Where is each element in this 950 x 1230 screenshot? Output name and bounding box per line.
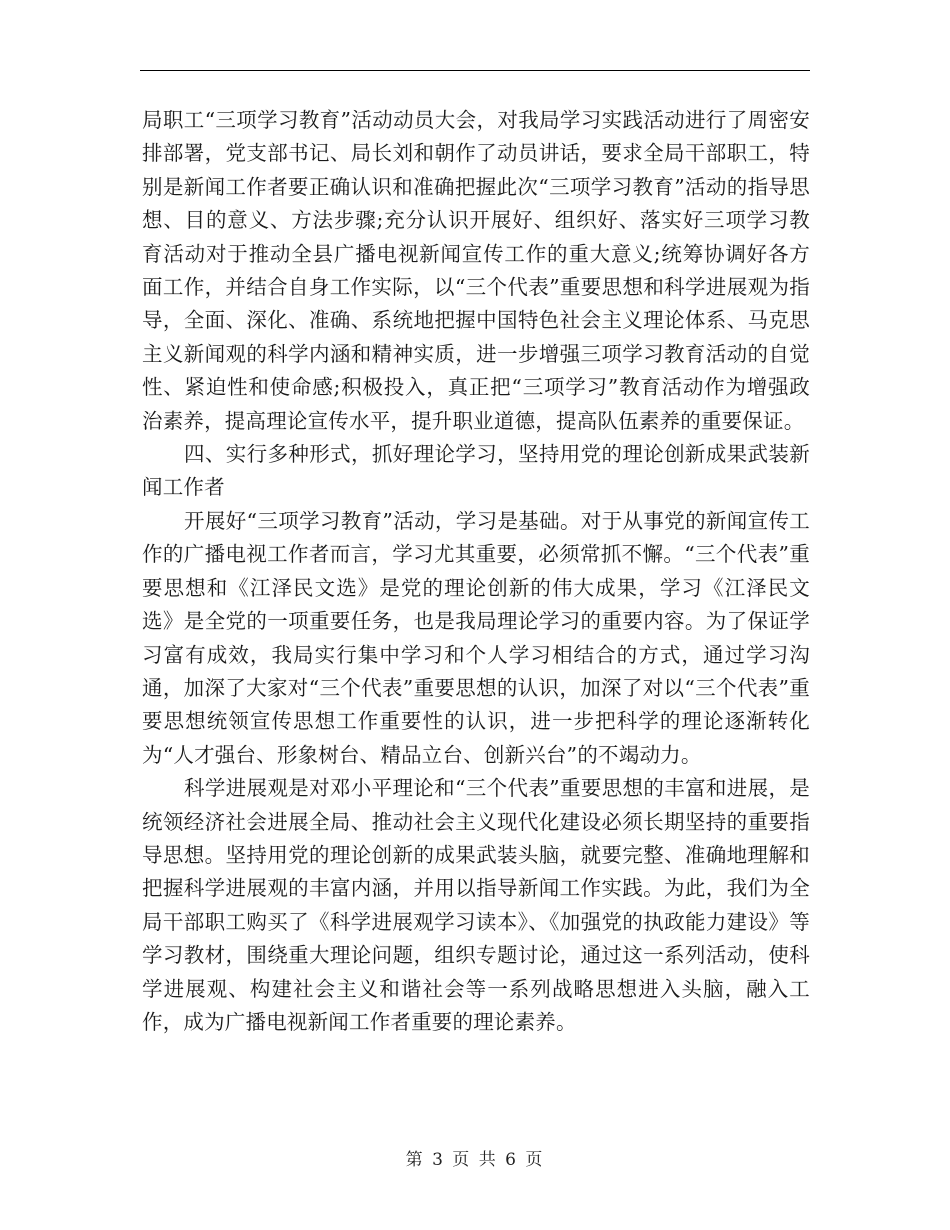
paragraph-study-basics: 开展好“三项学习教育”活动，学习是基础。对于从事党的新闻宣传工作的广播电视工作者而言，学习尤其重要，必须常抓不懈。“三个代表”重要思想和《江泽民文选》是党的理论创新的伟大成果，学习《江泽民文选》是全党的一项重要任务，也是我局理论学习的重要内容。为了保证学习富有成效，我局实行集中学习和个人学习相结合的方式，通过学习沟通，加深了大家对“三个代表”重要思想的认识，加深了对以“三个代表”重要思想统领宣传思想工作重要性的认识，进一步把科学的理论逐渐转化为“人才强台、形象树台、精品立台、创新兴台”的不竭动力。 (142, 508, 810, 767)
paragraph-scientific-development: 科学进展观是对邓小平理论和“三个代表”重要思想的丰富和进展，是统领经济社会进展全局、推动社会主义现代化建设必须长期坚持的重要指导思想。坚持用党的理论创新的成果武装头脑，就要完整、准确地理解和把握科学进展观的丰富内涵，并用以指导新闻工作实践。为此，我们为全局干部职工购买了《科学进展观学习读本》、《加强党的执政能力建设》等学习教材，围绕重大理论问题，组织专题讨论，通过这一系列活动，使科学进展观、构建社会主义和谐社会等一系列战略思想进入头脑，融入工作，成为广播电视新闻工作者重要的理论素养。 (142, 776, 810, 1034)
page-number-footer: 第 3 页 共 6 页 (405, 1150, 545, 1170)
section-heading-four: 四、实行多种形式，抓好理论学习，坚持用党的理论创新成果武装新闻工作者 (142, 442, 810, 500)
paragraph-continuation: 局职工“三项学习教育”活动动员大会，对我局学习实践活动进行了周密安排部署，党支部书记、局长刘和朝作了动员讲话，要求全局干部职工，特别是新闻工作者要正确认识和准确把握此次“三项学习教育”活动的指导思想、目的意义、方法步骤;充分认识开展好、组织好、落实好三项学习教育活动对于推动全县广播电视新闻宣传工作的重大意义;统筹协调好各方面工作，并结合自身工作实际，以“三个代表”重要思想和科学进展观为指导，全面、深化、准确、系统地把握中国特色社会主义理论体系、马克思主义新闻观的科学内涵和精神实质，进一步增强三项学习教育活动的自觉性、紧迫性和使命感;积极投入，真正把“三项学习”教育活动作为增强政治素养，提高理论宣传水平，提升职业道德，提高队伍素养的重要保证。 (142, 108, 810, 433)
header-rule (140, 70, 810, 71)
document-body (142, 104, 810, 1039)
